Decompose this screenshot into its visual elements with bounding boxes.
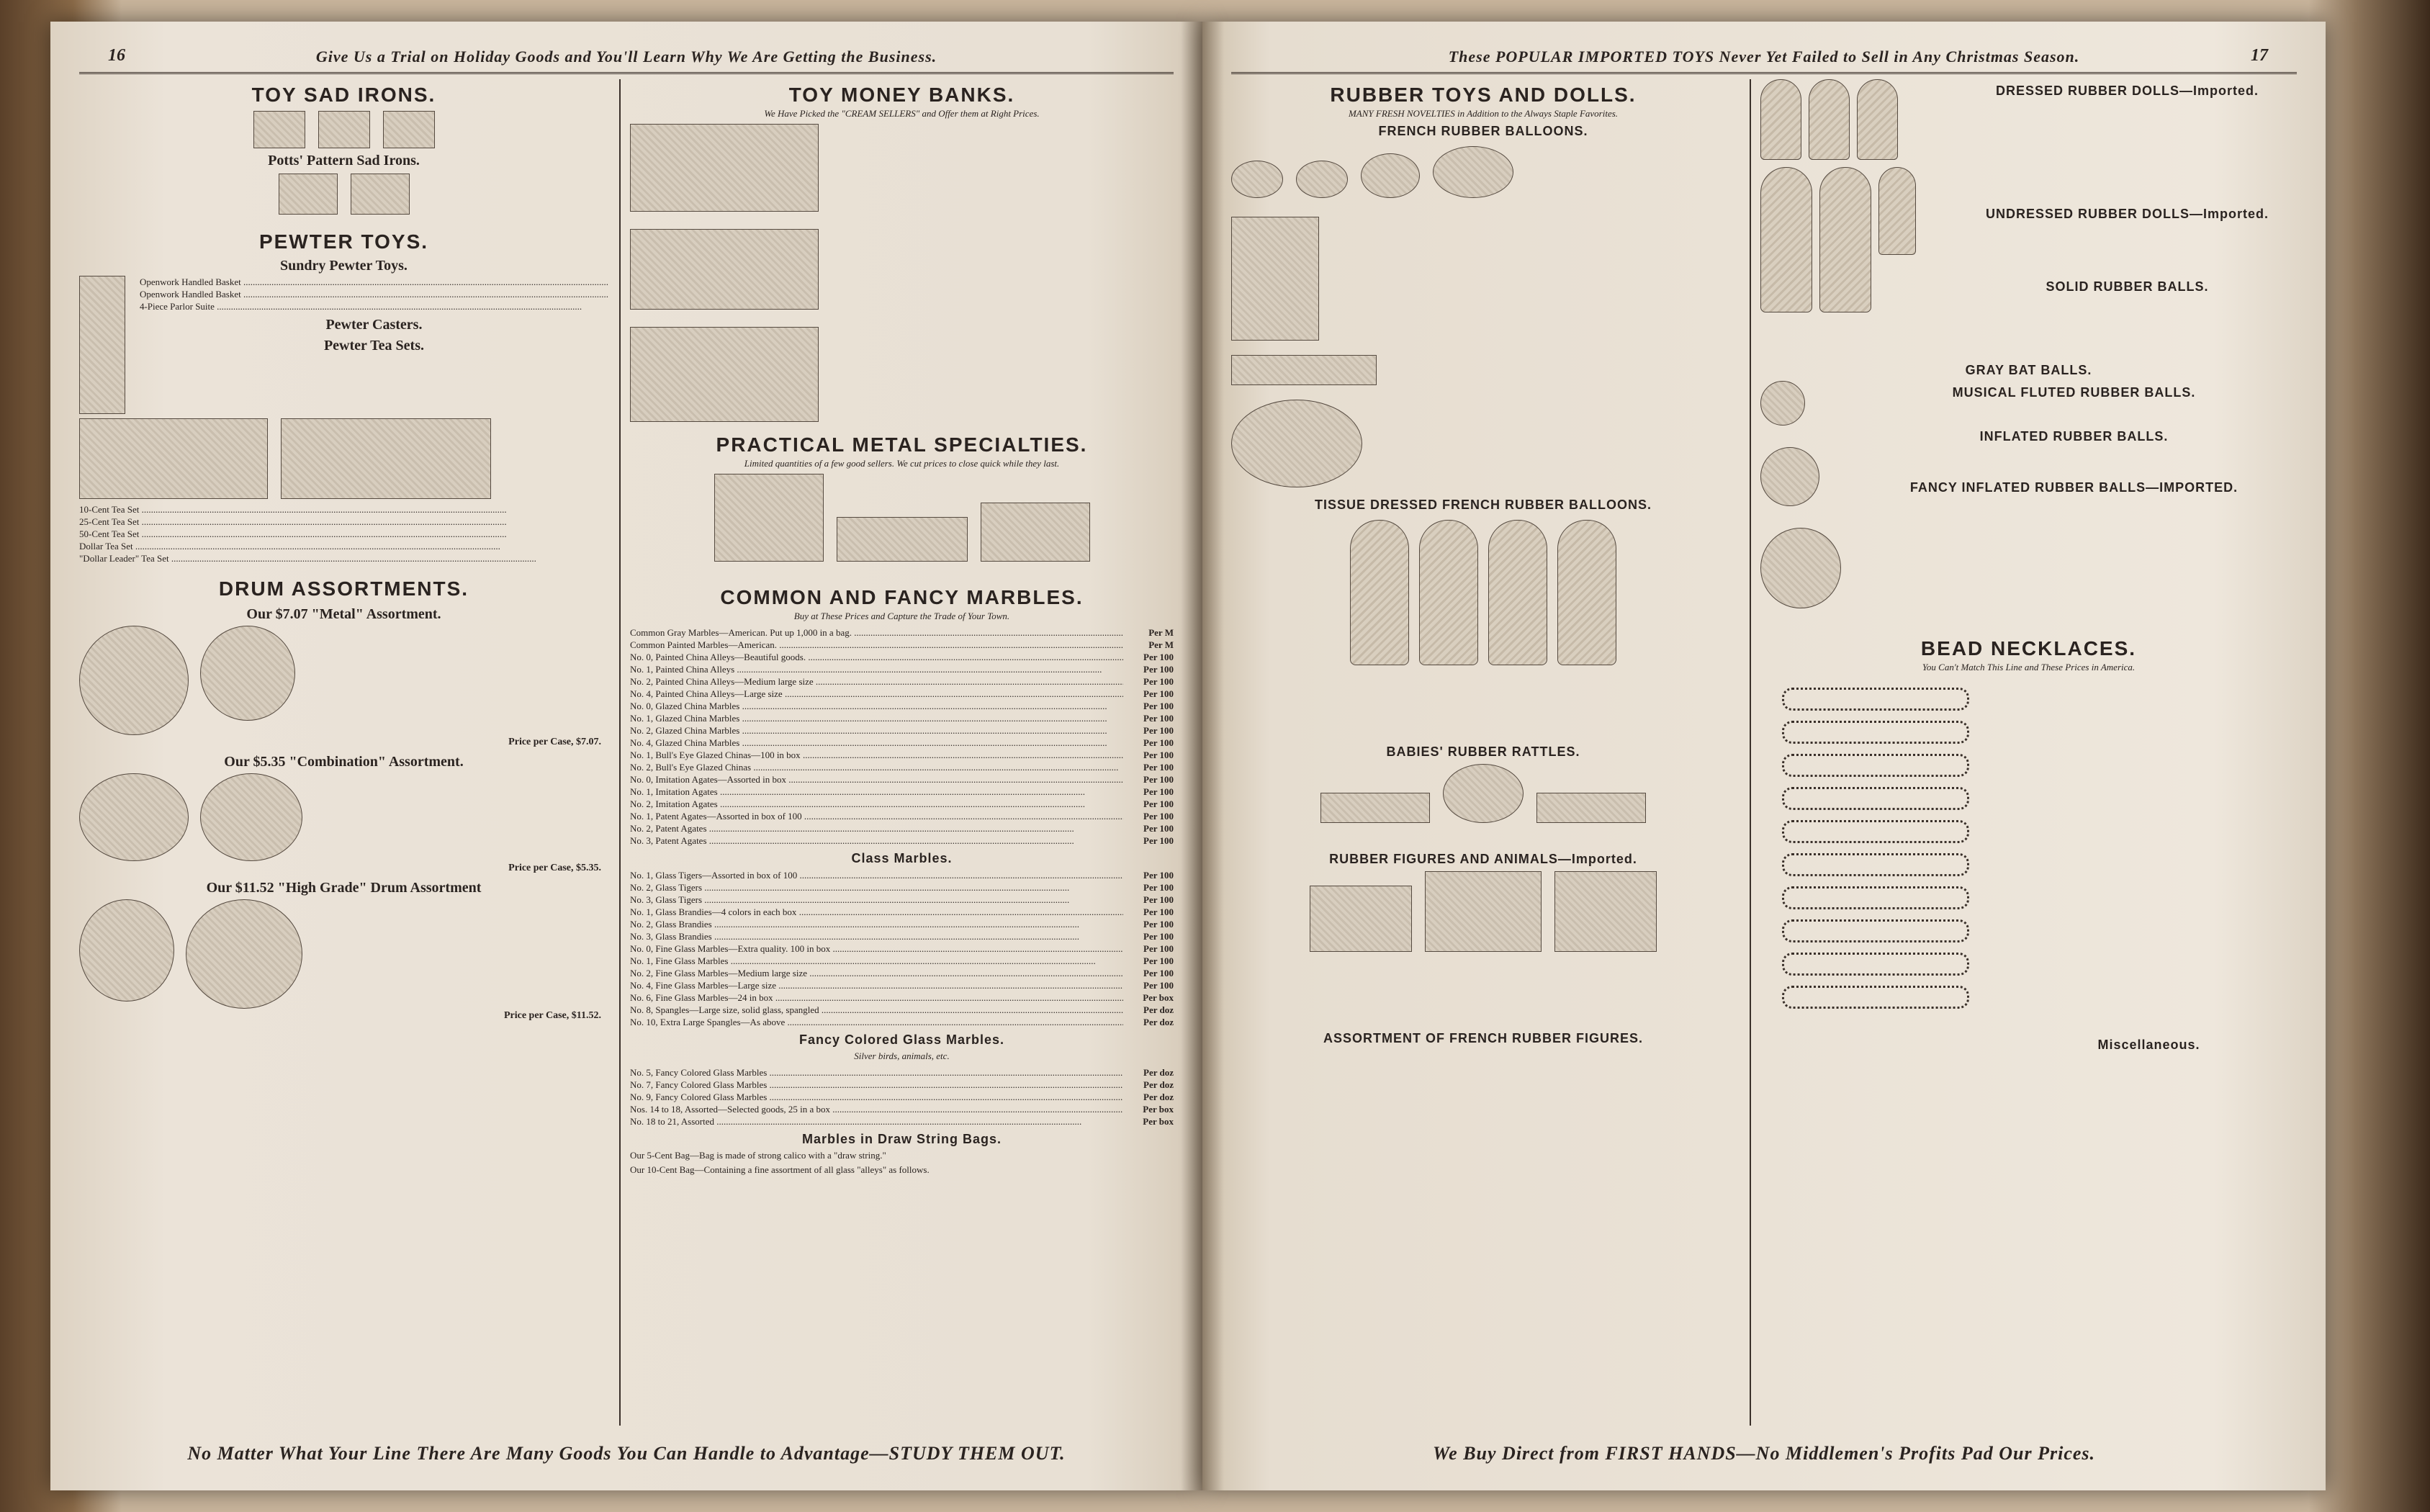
book-gutter	[1181, 22, 1224, 1490]
price-list-row	[630, 749, 1174, 761]
price-list-row	[630, 724, 1174, 737]
draw-string-bags-heading: Marbles in Draw String Bags.	[801, 1132, 1002, 1146]
rattle-image	[1536, 793, 1646, 823]
marbles-subtitle: Buy at These Prices and Capture the Trade of Your Town.	[793, 611, 1010, 621]
item-name: No. 2, Glass Brandies .....	[630, 918, 1123, 930]
bag-line: Our 10-Cent Bag—Containing a fine assortment of all glass "alleys" as follows.	[630, 1164, 930, 1175]
high-grade-assortment-block	[79, 899, 608, 1009]
price-list-row	[630, 737, 1174, 749]
item-price-unit: Per 100	[1143, 870, 1174, 881]
right-page-footer: We Buy Direct from FIRST HANDS—No Middlemen's Profits Pad Our Prices.	[1432, 1443, 2096, 1464]
balls-block	[1760, 381, 2297, 608]
price-list-row	[630, 881, 1174, 894]
drum-assortments-title: DRUM ASSORTMENTS.	[218, 577, 469, 600]
combination-assortment-block	[79, 773, 608, 861]
ball-image	[1760, 447, 1819, 506]
price-list-row	[630, 1016, 1174, 1028]
metal-assortment-block	[79, 626, 608, 735]
item-name: No. 4, Glazed China Marbles .....	[630, 737, 1123, 749]
metal-specialties-subtitle: Limited quantities of a few good sellers. We cut prices to close quick while they last.	[744, 458, 1060, 469]
price-list-row	[630, 1079, 1174, 1091]
item-name: No. 1, Glazed China Marbles .....	[630, 712, 1123, 724]
drum-image	[79, 899, 174, 1002]
price-list-row	[630, 773, 1174, 786]
tissue-balloon-figure	[1350, 520, 1409, 665]
necklace-image	[1782, 754, 1969, 777]
tissue-balloon-figure	[1557, 520, 1616, 665]
item-price-unit: Per 100	[1143, 823, 1174, 834]
fancy-inflated-balls-heading: FANCY INFLATED RUBBER BALLS—IMPORTED.	[1909, 480, 2238, 495]
item-name: No. 2, Patent Agates .....	[630, 822, 1123, 834]
dressed-dolls-heading: DRESSED RUBBER DOLLS—Imported.	[1995, 84, 2259, 98]
high-grade-assortment-title: Our $11.52 "High Grade" Drum Assortment	[206, 880, 482, 896]
left-column-2	[630, 79, 1174, 1426]
drum-image	[79, 626, 189, 735]
left-page-footer: No Matter What Your Line There Are Many Goods You Can Handle to Advantage—STUDY THEM OUT.	[187, 1443, 1066, 1464]
whisk-broom-holder-image	[714, 474, 824, 562]
item-price-unit: Per 100	[1143, 894, 1174, 905]
toy-sad-irons-title: TOY SAD IRONS.	[251, 84, 436, 106]
item-name: No. 6, Fine Glass Marbles—24 in box .....	[630, 991, 1123, 1004]
pewter-item: Openwork Handled Basket .....	[140, 276, 608, 288]
item-price-unit: Per 100	[1143, 676, 1174, 687]
potts-iron-image	[351, 174, 410, 215]
item-name: No. 2, Glazed China Marbles .....	[630, 724, 1123, 737]
gray-bat-balls-heading: GRAY BAT BALLS.	[1965, 363, 2092, 377]
tea-set-box-image	[79, 418, 268, 499]
item-name: No. 0, Fine Glass Marbles—Extra quality. 100 in box .....	[630, 942, 1123, 955]
left-page-number: 16	[108, 46, 125, 65]
drum-image	[200, 773, 302, 861]
item-name: No. 5, Fancy Colored Glass Marbles .....	[630, 1066, 1123, 1079]
metal-specialties-title: PRACTICAL METAL SPECIALTIES.	[716, 433, 1088, 456]
pewter-toys-block	[79, 276, 608, 414]
undressed-dolls-heading: UNDRESSED RUBBER DOLLS—Imported.	[1985, 207, 2269, 221]
bead-necklaces-title: BEAD NECKLACES.	[1920, 637, 2137, 660]
necklace-image	[1782, 919, 1969, 942]
bird-balloon-image	[1231, 400, 1362, 487]
bank-image	[630, 229, 819, 310]
item-price-unit: Per 100	[1143, 774, 1174, 785]
price-list-row	[630, 675, 1174, 688]
item-name: No. 18 to 21, Assorted .....	[630, 1115, 1123, 1128]
rubber-figures-heading: RUBBER FIGURES AND ANIMALS—Imported.	[1329, 852, 1637, 866]
item-price-unit: Per 100	[1143, 943, 1174, 954]
combination-assortment-title: Our $5.35 "Combination" Assortment.	[224, 754, 464, 770]
necklace-image	[1782, 688, 1969, 711]
necklace-image	[1782, 853, 1969, 876]
item-name: No. 1, Fine Glass Marbles .....	[630, 955, 1123, 967]
item-name: No. 2, Fine Glass Marbles—Medium large size .....	[630, 967, 1123, 979]
doll-image	[1819, 167, 1871, 312]
item-name: No. 1, Glass Brandies—4 colors in each box .....	[630, 906, 1123, 918]
item-price-unit: Per 100	[1143, 725, 1174, 736]
drum-image	[79, 773, 189, 861]
item-name: No. 9, Fancy Colored Glass Marbles .....	[630, 1091, 1123, 1103]
price-list-row	[630, 906, 1174, 918]
price-list-row	[630, 712, 1174, 724]
marbles-price-list	[630, 626, 1174, 847]
column-divider	[619, 79, 621, 1426]
doll-image	[1760, 79, 1801, 160]
inflated-balls-heading: INFLATED RUBBER BALLS.	[1979, 429, 2169, 444]
fancy-marbles-subtitle: Silver birds, animals, etc.	[854, 1050, 950, 1061]
item-name: No. 7, Fancy Colored Glass Marbles .....	[630, 1079, 1123, 1091]
rattle-image	[1443, 764, 1524, 823]
pewter-basket-furniture-image	[79, 276, 125, 414]
high-grade-assortment-price: Price per Case, $11.52.	[503, 1010, 601, 1021]
item-price-unit: Per 100	[1143, 882, 1174, 893]
item-price-unit: Per 100	[1143, 762, 1174, 773]
doll-image	[1857, 79, 1898, 160]
sad-iron-image	[253, 111, 305, 148]
item-name: Nos. 14 to 18, Assorted—Selected goods, 25 in a box .....	[630, 1103, 1123, 1115]
dressed-dolls-block	[1760, 79, 2297, 312]
solid-rubber-balls-heading: SOLID RUBBER BALLS.	[2046, 279, 2209, 294]
balloon-row	[1231, 146, 1513, 198]
combination-assortment-price: Price per Case, $5.35.	[508, 863, 601, 873]
item-name: No. 0, Glazed China Marbles .....	[630, 700, 1123, 712]
necklace-image	[1782, 886, 1969, 909]
metal-assortment-price: Price per Case, $7.07.	[508, 737, 601, 747]
price-list-row	[630, 942, 1174, 955]
price-list-row	[630, 967, 1174, 979]
price-list-row	[630, 822, 1174, 834]
price-list-row	[630, 869, 1174, 881]
item-price-unit: Per 100	[1143, 955, 1174, 966]
sad-iron-image	[318, 111, 370, 148]
doll-image	[1809, 79, 1850, 160]
pewter-item: 4-Piece Parlor Suite .....	[140, 300, 608, 312]
rubber-animal-image	[1554, 871, 1657, 952]
doll-image	[1878, 167, 1916, 255]
musical-balls-heading: MUSICAL FLUTED RUBBER BALLS.	[1952, 385, 2196, 400]
item-price-unit: Per 100	[1143, 919, 1174, 930]
tea-set-line: Dollar Tea Set .....	[79, 540, 608, 552]
marbles-title: COMMON AND FANCY MARBLES.	[720, 586, 1084, 608]
pin-cushion-image	[837, 517, 968, 562]
toy-money-banks-title: TOY MONEY BANKS.	[788, 84, 1015, 106]
item-price-unit: Per 100	[1143, 750, 1174, 760]
pewter-tea-sets-heading: Pewter Tea Sets.	[323, 338, 424, 354]
item-price-unit: Per 100	[1143, 798, 1174, 809]
tissue-balloons-heading: TISSUE DRESSED FRENCH RUBBER BALLOONS.	[1314, 498, 1652, 512]
metal-specialties-illustrations	[630, 474, 1174, 562]
item-price-unit: Per 100	[1143, 688, 1174, 699]
price-list-row	[630, 930, 1174, 942]
bird-balloon-image	[1433, 146, 1513, 198]
item-name: Common Painted Marbles—American. .....	[630, 639, 1123, 651]
left-page-header-text: Give Us a Trial on Holiday Goods and You'll Learn Why We Are Getting the Business.	[315, 48, 937, 66]
item-name: No. 1, Imitation Agates .....	[630, 786, 1123, 798]
item-name: No. 1, Bull's Eye Glazed Chinas—100 in box .....	[630, 749, 1123, 761]
sad-iron-image	[383, 111, 435, 148]
right-page-header	[1231, 43, 2297, 74]
tea-set-line: "Dollar Leader" Tea Set .....	[79, 552, 608, 564]
price-list-row	[630, 1004, 1174, 1016]
metal-assortment-title: Our $7.07 "Metal" Assortment.	[246, 606, 441, 622]
price-list-row	[630, 918, 1174, 930]
smokers-set-image	[981, 503, 1090, 562]
price-list-row	[630, 894, 1174, 906]
left-page	[50, 22, 1202, 1490]
price-list-row	[630, 979, 1174, 991]
item-name: No. 2, Bull's Eye Glazed Chinas .....	[630, 761, 1123, 773]
right-page-number: 17	[2251, 46, 2268, 65]
necklace-image	[1782, 953, 1969, 976]
class-marbles-price-list	[630, 869, 1174, 1028]
balloon-image	[1231, 161, 1283, 198]
item-price-unit: Per 100	[1143, 713, 1174, 724]
item-price-unit: Per doz	[1143, 1092, 1174, 1102]
bag-pipe-balloon-image	[1231, 355, 1377, 385]
potts-pattern-heading: Potts' Pattern Sad Irons.	[268, 153, 420, 168]
rubber-toys-subtitle: MANY FRESH NOVELTIES in Addition to the Always Staple Favorites.	[1348, 108, 1619, 119]
bank-image	[630, 124, 819, 212]
item-price-unit: Per M	[1148, 627, 1174, 638]
price-list-row	[630, 1103, 1174, 1115]
price-list-row	[630, 626, 1174, 639]
price-list-row	[630, 1066, 1174, 1079]
item-name: No. 3, Glass Tigers .....	[630, 894, 1123, 906]
drum-image	[186, 899, 302, 1009]
ball-image	[1760, 381, 1805, 426]
bank-image	[630, 327, 819, 422]
rubber-toys-title: RUBBER TOYS AND DOLLS.	[1330, 84, 1637, 106]
item-price-unit: Per 100	[1143, 664, 1174, 675]
necklace-image	[1782, 986, 1969, 1009]
item-name: No. 2, Imitation Agates .....	[630, 798, 1123, 810]
fancy-marbles-price-list	[630, 1066, 1174, 1128]
item-price-unit: Per 100	[1143, 980, 1174, 991]
rubber-animal-image	[1425, 871, 1542, 952]
ball-image	[1760, 528, 1841, 608]
item-price-unit: Per box	[1143, 1116, 1174, 1127]
price-list-row	[630, 834, 1174, 847]
tissue-balloon-figure	[1419, 520, 1478, 665]
item-name: No. 8, Spangles—Large size, solid glass, spangled .....	[630, 1004, 1123, 1016]
item-name: No. 1, Patent Agates—Assorted in box of 100 .....	[630, 810, 1123, 822]
item-name: No. 3, Glass Brandies .....	[630, 930, 1123, 942]
price-list-row	[630, 663, 1174, 675]
fancy-marbles-heading: Fancy Colored Glass Marbles.	[798, 1032, 1005, 1047]
item-price-unit: Per 100	[1143, 931, 1174, 942]
price-list-row	[630, 688, 1174, 700]
right-page-header-text: These POPULAR IMPORTED TOYS Never Yet Failed to Sell in Any Christmas Season.	[1448, 48, 2080, 66]
tea-set-line: 10-Cent Tea Set .....	[79, 503, 608, 516]
babies-rattles-heading: BABIES' RUBBER RATTLES.	[1386, 744, 1580, 759]
balloon-image	[1361, 153, 1420, 198]
price-list-row	[630, 1115, 1174, 1128]
bag-line: Our 5-Cent Bag—Bag is made of strong calico with a "draw string."	[630, 1150, 886, 1161]
french-figures-assortment-heading: ASSORTMENT OF FRENCH RUBBER FIGURES.	[1323, 1031, 1643, 1045]
rattles-illustrations	[1231, 764, 1735, 823]
necklace-image	[1782, 721, 1969, 744]
price-list-row	[630, 700, 1174, 712]
item-name: No. 2, Glass Tigers .....	[630, 881, 1123, 894]
tea-set-line: 25-Cent Tea Set .....	[79, 516, 608, 528]
price-list-row	[630, 798, 1174, 810]
rubber-animal-image	[1310, 886, 1412, 952]
right-page	[1202, 22, 2326, 1490]
doll-image	[1760, 167, 1812, 312]
item-price-unit: Per 100	[1143, 968, 1174, 978]
bead-necklaces-subtitle: You Can't Match This Line and These Prices in America.	[1922, 662, 2136, 672]
item-price-unit: Per doz	[1143, 1004, 1174, 1015]
price-list-row	[630, 639, 1174, 651]
item-price-unit: Per 100	[1143, 701, 1174, 711]
item-name: No. 10, Extra Large Spangles—As above .....	[630, 1016, 1123, 1028]
necklace-image	[1782, 820, 1969, 843]
item-name: No. 4, Fine Glass Marbles—Large size .....	[630, 979, 1123, 991]
necklace-image	[1782, 787, 1969, 810]
pewter-item: Openwork Handled Basket .....	[140, 288, 608, 300]
item-price-unit: Per doz	[1143, 1017, 1174, 1027]
rubber-animals-illustrations	[1231, 871, 1735, 952]
tea-set-box-image	[281, 418, 491, 499]
item-price-unit: Per 100	[1143, 786, 1174, 797]
price-list-row	[630, 991, 1174, 1004]
right-column-1	[1231, 79, 1735, 1426]
potts-irons-illustrations	[79, 174, 608, 215]
item-name: No. 1, Glass Tigers—Assorted in box of 100 .....	[630, 869, 1123, 881]
price-list-row	[630, 651, 1174, 663]
item-price-unit: Per M	[1148, 639, 1174, 650]
item-name: No. 0, Imitation Agates—Assorted in box .....	[630, 773, 1123, 786]
right-column-2	[1760, 79, 2297, 1426]
price-list-row	[630, 810, 1174, 822]
pewter-toys-title: PEWTER TOYS.	[258, 230, 429, 253]
item-name: Common Gray Marbles—American. Put up 1,000 in a bag. .....	[630, 626, 1123, 639]
french-balloons-heading: FRENCH RUBBER BALLOONS.	[1378, 124, 1588, 138]
left-column-1	[79, 79, 608, 1426]
drum-image	[200, 626, 295, 721]
price-list-row	[630, 955, 1174, 967]
pewter-casters-heading: Pewter Casters.	[325, 317, 423, 333]
tea-set-line: 50-Cent Tea Set .....	[79, 528, 608, 540]
column-divider	[1750, 79, 1751, 1426]
item-price-unit: Per doz	[1143, 1079, 1174, 1090]
item-name: No. 0, Painted China Alleys—Beautiful goods. .....	[630, 651, 1123, 663]
tissue-balloon-figure	[1488, 520, 1547, 665]
item-price-unit: Per 100	[1143, 835, 1174, 846]
rattle-image	[1320, 793, 1430, 823]
sundry-pewter-heading: Sundry Pewter Toys.	[280, 258, 408, 274]
tea-set-illustrations	[79, 418, 608, 499]
balloons-block	[1231, 142, 1735, 487]
miscellaneous-heading: Miscellaneous.	[2097, 1038, 2200, 1052]
item-price-unit: Per doz	[1143, 1067, 1174, 1078]
sad-irons-illustrations	[79, 111, 608, 148]
price-list-row	[630, 786, 1174, 798]
potts-iron-image	[279, 174, 338, 215]
clown-balloon-image	[1231, 217, 1319, 341]
balloon-image	[1296, 161, 1348, 198]
toy-money-banks-subtitle: We Have Picked the "CREAM SELLERS" and Offer them at Right Prices.	[764, 108, 1040, 119]
price-list-row	[630, 1091, 1174, 1103]
necklaces-block	[1760, 678, 2297, 1056]
item-price-unit: Per 100	[1143, 737, 1174, 748]
item-price-unit: Per 100	[1143, 906, 1174, 917]
item-name: No. 1, Painted China Alleys .....	[630, 663, 1123, 675]
item-name: No. 3, Patent Agates .....	[630, 834, 1123, 847]
tissue-balloons-illustrations	[1231, 520, 1735, 665]
item-price-unit: Per 100	[1143, 811, 1174, 822]
left-page-header	[79, 43, 1174, 74]
class-marbles-heading: Class Marbles.	[851, 851, 953, 865]
item-name: No. 2, Painted China Alleys—Medium large size .....	[630, 675, 1123, 688]
item-price-unit: Per box	[1143, 1104, 1174, 1115]
item-price-unit: Per 100	[1143, 652, 1174, 662]
item-price-unit: Per box	[1143, 992, 1174, 1003]
price-list-row	[630, 761, 1174, 773]
item-name: No. 4, Painted China Alleys—Large size .....	[630, 688, 1123, 700]
money-banks-block	[630, 124, 1174, 422]
